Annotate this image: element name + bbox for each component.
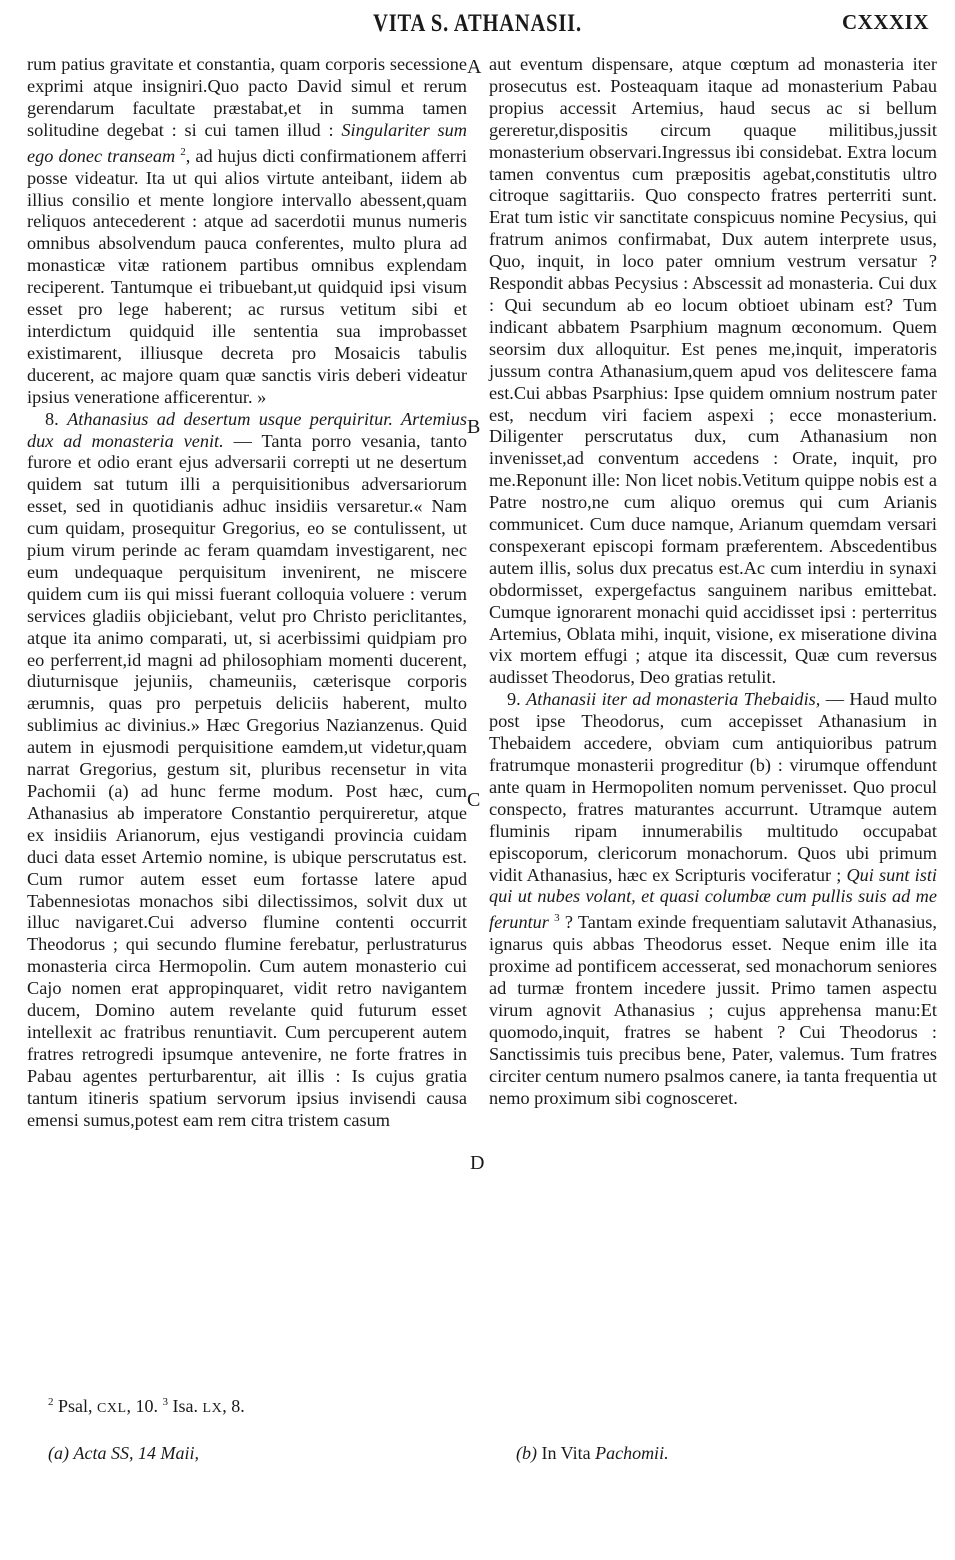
margin-marker-b: B: [467, 416, 481, 438]
section-number: 8.: [45, 408, 59, 429]
margin-marker-c: C: [467, 789, 481, 811]
paragraph: aut eventum dispensare, atque cœptum ad monasteria iter prosecutus est. Posteaquam itaque ad monasterium Pabau propius accessit Artemius, haud secus ac si bellum gereretur,dispositis circum quaque militibus,jussit monasterium observari.Ingressus ibi considebat. Extra locum tamen conventus cum præpositis agebat,constitutis ultro citroque sagittariis. Quo conspecto fratres perterriti sunt. Erat tum istic vir sanctitate conspicuus nomine Pecysius, qui fratrum animos confirmabat, Dux autem interprete usus, Quo, inquit, in loco pater omnium vestrum versatur ? Respondit abbas Pecysius : Abscessit ad monasteria. Cui dux : Qui secundum ab eo locum obtioet ubinam est? Tum indicant abbatem Psarphium magnum œconomum. Quem seorsim dux alloquitur. Est penes me,inquit, imperatoris jussum contra Athanasium,quem apud vos delitescere fama est.Cui abbas Psarphius: Ipse quidem omnium nostrum pater est, necdum viri faciem aspexi ; ecce monasterium. Diligenter perscrutatus dux, cum Athanasium non invenisset,ad conventum accedens : Orate, inquit, pro me.Reponunt ille: Non licet nobis.Vetitum quippe nobis est a Patre nostro,ne cum aliquo oremus qui cum Arianis communicet. Cum duce namque, Arianum quemdam versari conspexerant episcopi formam præferentem. Abscedentibus autem illis, solus dux precatus est.Ac cum interdiu in synaxi obdormisset, expergefactus sanguinem naribus emittebat. Cumque ignorarent monachi quid accidisset ipsi : perterritus Artemius, Oblata mihi, inquit, visione, ex miseratione divina vix mortem effugi ; atque ita discessit, Quæ cum reversus audisset Theodorus, Deo gratias retulit.: [489, 54, 937, 688]
paragraph: rum patius gravitate et constantia, quam corporis secessione exprimi atque insigniri.Quo pacto David simul et rerum gerendarum facultate præstabat,et in summa tamen solitudine degebat : si cui tamen illud : Singulariter sum ego donec transeam $^2$, ad hujus dicti confirmationem afferri posse videatur. Ita ut qui alios virtute anteibant, iidem ab illius consilio et mente longiore intervallo abessent,quam reliquos antecederent : atque ad sacerdotii munus numeris omnibus absolvendum pauca conferentes, multo plura ad monasticæ vitæ rationem partibus omnibus explendam reciperent. Tantumque ei tribuebant,ut quidquid ipsi visum esset pro lege haberent; ac rursus vetitum sibi et interdictum quidquid ille sententia sua improbasset existimarent, illiusque decreta pro Mosaicis tabulis ducerent, ac majore quam quæ sanctis viris deberi videatur ipsius veneratione afficerentur. »: [27, 54, 467, 407]
page-header: [0, 10, 955, 46]
scripture-quote: Qui sunt isti qui ut nubes volant, et quasi columbæ cum pullis suis ad me feruntur: [489, 864, 938, 933]
citation-ref: (b): [749, 755, 772, 775]
scripture-footnotes: $^2$ Psal, CXL, 10. $^3$ Isa. LX, 8.: [48, 1396, 245, 1416]
left-column: [27, 54, 467, 1132]
paragraph-8: 8. Athanasius ad desertum usque perquiritur. Artemius dux ad monasteria venit. — Tanta porro vesania, tanto furore et odio erant ejus adversarii correpti ut ne desertum quidem sat tutum illi a perquisitionibus adversariorum esset, sed in quotidianis adhuc insidiis versaretur.« Nam cum quidam, prosequitur Gregorius, eo se contulissent, ut pium virum perinde ac feram quamdam investigarent, nec eum undequaque perquisitum invenirent, ne miscere quidem cum iis qui missi fuerant colloquia voluere : verum services gladiis objiciebant, velut pro Christo periclitantes, atque ita animo comparati, ut, si acerbissimi quidpiam pro eo perferrent,id magni ad philosophiam momenti ducerent, diuturnisque jejuniis, chameuniis, cæterisque corporis ærumnis, quas pro perpetuis deliciis haberent, multo sublimius ac divinius.» Hæc Gregorius Nazianzenus. Quid autem in ejusmodi perquisitione eamdem,ut videtur,quam narrat Gregorius, gestum sit, pluribus recensetur in vita Pachomii (a) ad hunc ferme modum. Post hæc, cum Athanasius ab imperatore Constantio perquireretur, atque ex insidiis Arianorum, ejus vestigandi provincia cuidam duci data esset Artemio nomine, is ubique perscrutatus est. Cum rumor autem esset eum fortasse latere apud Tabennesiotas monachos sibi dilectissimos, solvit dux ut illuc navigaret.Cui adverso flumine contenti occurrit Theodorus ; qui secundo flumine ferebatur, perlustraturus monasteria circa Hermopolin. Cum autem monasterio cui Cajo nomen erat appropinquaret, vidit retro navigantem ducem, Domino autem revelante quid futurum esset intellexit ac fratribus renuntiavit. Cum percuperent autem fratres retrogredi ipsumque antevenire, ne forte fratres in Pabau agentes perturbarentur, ait illis : Is cujus gratia tantum itineris spatium servorum ipsius invisendi causa emensi sumus,potest eam rem citra tristem casum: [27, 408, 467, 1130]
paragraph-9: 9. Athanasii iter ad monasteria Thebaidis, — Haud multo post ipse Theodorus, cum accepisset Athanasium in Thebaidem accedere, obviam cum antiquioribus patrum fratrumque monasterii progreditur (b) : virumque offendunt ante quam in Hermopoliten nomum pervenisset. Quo procul conspecto, fratres maturantes accurrunt. Utramque autem fluminis ripam innumerabilis multitudo occupabat episcoporum, clericorum monachorum. Quos ubi primum vidit Athanasius, hæc ex Scripturis vociferatur ; Qui sunt isti qui ut nubes volant, et quasi columbæ cum pullis suis ad me feruntur $^3$ ? Tantam exinde frequentiam salutavit Athanasius, ignarus quis abbas Theodorus esset. Neque enim ille ita proxime ad pontificem accesserat, sed monachorum seniores ad turmæ frontem incedere jussit. Primo tamen aspectu virum agnovit Athanasius ; cujus apprehensa manu:Et quomodo,inquit, fratres se habent ? Cui Theodorus : Sanctissimis tuis precibus bene, Pater, valemus. Tum fratres circiter centum numero psalmos canere, ia tanta frequentia ut nemo proximum sibi cognosceret.: [489, 689, 938, 1108]
footnote-ref: 3: [554, 912, 560, 925]
running-title: VITA S. ATHANASII.: [373, 10, 582, 37]
footnote-a: (a) Acta SS, 14 Maii,: [48, 1443, 199, 1463]
section-number: 9.: [507, 689, 521, 710]
margin-marker-a: A: [467, 56, 482, 78]
scripture-quote: Singulariter sum ego donec transeam: [27, 119, 467, 166]
section-heading: Athanasii iter ad monasteria Thebaidis,: [526, 689, 821, 710]
margin-marker-d: D: [470, 1152, 485, 1174]
footnote-ref: 2: [180, 145, 186, 158]
page-number: CXXXIX: [842, 10, 929, 34]
footnote-b: (b) In Vita Pachomii.: [516, 1443, 669, 1463]
right-column: [489, 54, 937, 1110]
section-heading: Athanasius ad desertum usque perquiritur. Artemius dux ad monasteria venit.: [27, 408, 467, 451]
citation-ref: (a): [108, 781, 129, 801]
